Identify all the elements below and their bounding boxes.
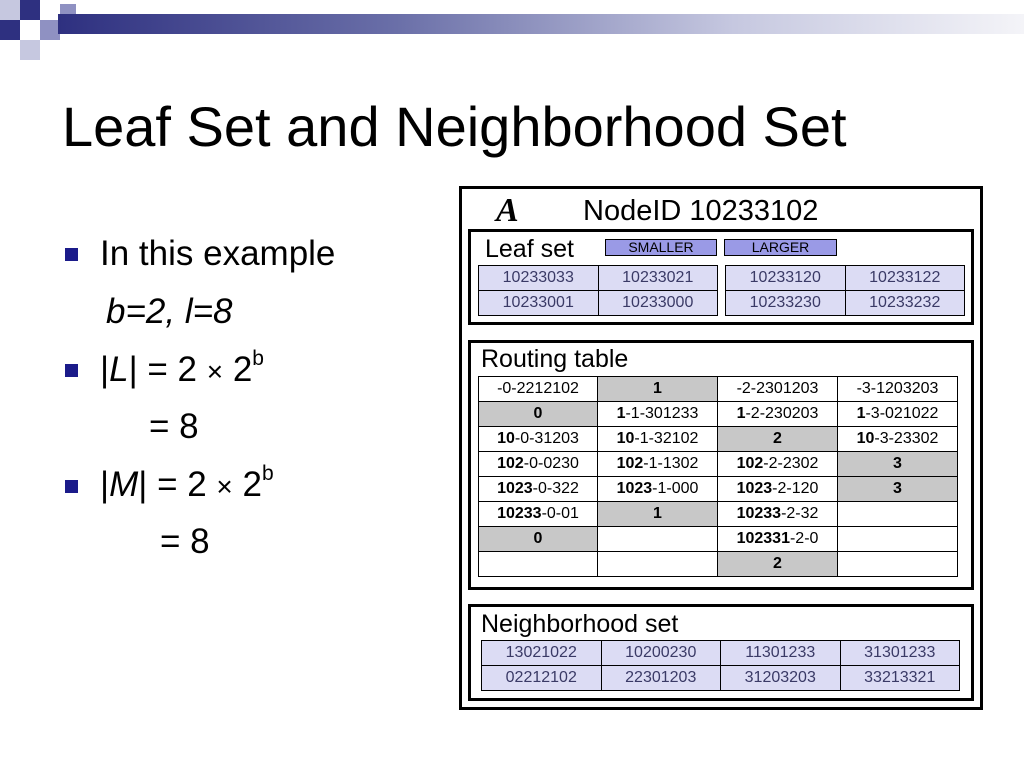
- table-row: [479, 502, 958, 527]
- routing-cell: [838, 502, 958, 527]
- bullet-marker: [65, 364, 78, 377]
- node-id-label: NodeID 10233102: [583, 195, 819, 227]
- bullet-neighborhood-result: = 8: [160, 522, 210, 561]
- header-gradient-bar: [58, 14, 1024, 34]
- larger-tag: LARGER: [724, 239, 837, 256]
- routing-cell: 1023-2-120: [718, 477, 838, 502]
- table-row: [726, 266, 965, 291]
- routing-cell: 3: [838, 452, 958, 477]
- routing-table-label: Routing table: [481, 345, 629, 373]
- bullet-text: In this example: [100, 234, 336, 273]
- bullet-leafset-result: = 8: [149, 407, 199, 446]
- leaf-cell: 10233001: [479, 291, 599, 316]
- routing-cell: 1: [598, 502, 718, 527]
- neighbor-cell: 31203203: [721, 666, 841, 691]
- leaf-cell: 10233230: [726, 291, 846, 316]
- leaf-cell: 10233000: [598, 291, 718, 316]
- slide-title: Leaf Set and Neighborhood Set: [62, 95, 847, 158]
- routing-cell: [598, 527, 718, 552]
- bullet-neighborhood-size: $|M| = 2 \times 2^b$: [100, 462, 274, 504]
- table-row: [479, 452, 958, 477]
- neighborhood-set-label: Neighborhood set: [481, 610, 679, 638]
- routing-cell: [838, 527, 958, 552]
- bullet-parameters: b=2, l=8: [106, 292, 233, 331]
- leaf-cell: 10233122: [845, 266, 965, 291]
- leaf-set-smaller-table: [478, 265, 718, 316]
- routing-cell: 10233-2-32: [718, 502, 838, 527]
- leaf-cell: 10233232: [845, 291, 965, 316]
- routing-cell: [838, 552, 958, 577]
- routing-cell: 102-2-2302: [718, 452, 838, 477]
- leaf-cell: 10233021: [598, 266, 718, 291]
- routing-cell: 1-1-301233: [598, 402, 718, 427]
- routing-cell: 1-3-021022: [838, 402, 958, 427]
- routing-cell: 3: [838, 477, 958, 502]
- neighborhood-set-table: [481, 640, 960, 691]
- routing-cell: 2: [718, 427, 838, 452]
- leaf-cell: 10233120: [726, 266, 846, 291]
- neighbor-cell: 33213321: [840, 666, 960, 691]
- routing-cell: 2: [718, 552, 838, 577]
- routing-cell: 10233-0-01: [479, 502, 598, 527]
- neighbor-cell: 13021022: [482, 641, 602, 666]
- table-row: [479, 377, 958, 402]
- routing-cell: [598, 552, 718, 577]
- table-row: [479, 266, 718, 291]
- table-row: [479, 527, 958, 552]
- routing-cell: [479, 552, 598, 577]
- table-row: [479, 427, 958, 452]
- routing-cell: 102331-2-0: [718, 527, 838, 552]
- table-row: [479, 291, 718, 316]
- routing-cell: 102-0-0230: [479, 452, 598, 477]
- routing-cell: 1: [598, 377, 718, 402]
- leaf-set-larger-table: [725, 265, 965, 316]
- routing-cell: 1023-0-322: [479, 477, 598, 502]
- routing-cell: 1-2-230203: [718, 402, 838, 427]
- neighbor-cell: 11301233: [721, 641, 841, 666]
- routing-cell: -3-1203203: [838, 377, 958, 402]
- routing-cell: 0: [479, 527, 598, 552]
- smaller-tag: SMALLER: [605, 239, 717, 256]
- neighbor-cell: 22301203: [601, 666, 721, 691]
- bullet-leafset-size: $|L| = 2 \times 2^b$: [100, 347, 264, 389]
- table-row: [482, 666, 960, 691]
- routing-cell: -2-2301203: [718, 377, 838, 402]
- routing-cell: 0: [479, 402, 598, 427]
- leaf-set-label: Leaf set: [485, 235, 574, 263]
- bullet-marker: [65, 248, 78, 261]
- routing-cell: 10-3-23302: [838, 427, 958, 452]
- routing-cell: 10-1-32102: [598, 427, 718, 452]
- table-row: [482, 641, 960, 666]
- routing-table: [478, 376, 958, 577]
- table-row: [479, 552, 958, 577]
- neighbor-cell: 10200230: [601, 641, 721, 666]
- bullet-marker: [65, 480, 78, 493]
- table-row: [479, 477, 958, 502]
- neighbor-cell: 31301233: [840, 641, 960, 666]
- routing-cell: 1023-1-000: [598, 477, 718, 502]
- routing-cell: -0-2212102: [479, 377, 598, 402]
- node-letter: A: [496, 192, 519, 229]
- routing-cell: 10-0-31203: [479, 427, 598, 452]
- routing-cell: 102-1-1302: [598, 452, 718, 477]
- leaf-cell: 10233033: [479, 266, 599, 291]
- table-row: [726, 291, 965, 316]
- table-row: [479, 402, 958, 427]
- neighbor-cell: 02212102: [482, 666, 602, 691]
